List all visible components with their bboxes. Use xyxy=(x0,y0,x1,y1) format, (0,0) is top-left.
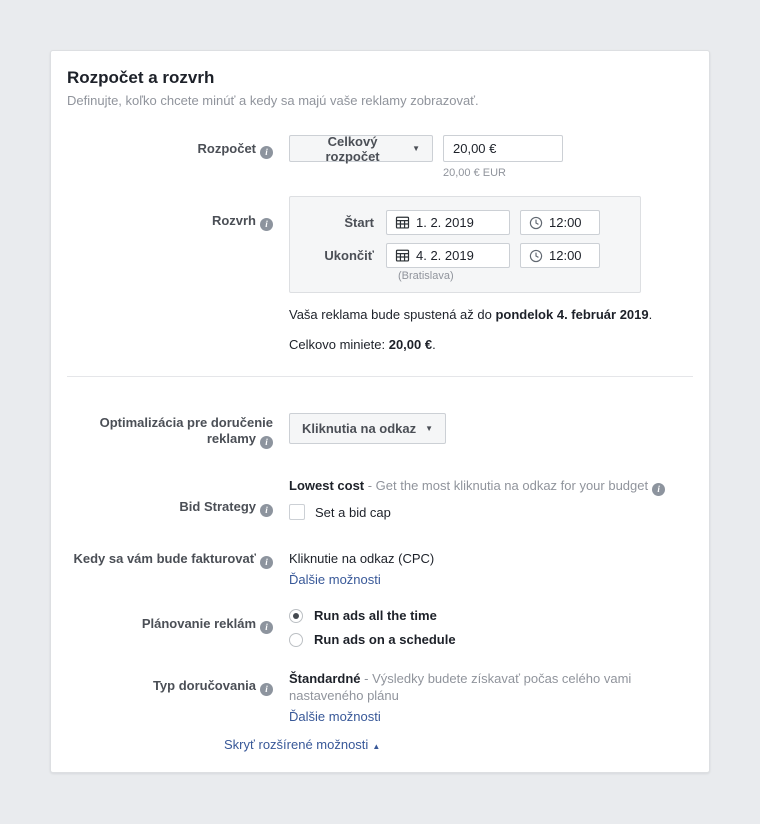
runtime-summary: Vaša reklama bude spustená až do pondelok 4. február 2019. xyxy=(289,307,653,322)
section-divider xyxy=(67,376,693,377)
budget-label: Rozpočet i xyxy=(67,135,273,179)
delivery-more-options-link[interactable]: Ďalšie možnosti xyxy=(289,709,381,724)
budget-type-dropdown[interactable]: Celkový rozpočet ▼ xyxy=(289,135,433,162)
timezone-note: (Bratislava) xyxy=(398,270,454,282)
info-icon[interactable]: i xyxy=(260,218,273,231)
clock-icon xyxy=(529,216,543,230)
chevron-up-icon: ▲ xyxy=(372,742,381,751)
chevron-down-icon: ▼ xyxy=(412,144,420,153)
info-icon[interactable]: i xyxy=(260,683,273,696)
info-icon[interactable]: i xyxy=(652,483,665,496)
page-title: Rozpočet a rozvrh xyxy=(67,68,215,87)
radio-run-all-time[interactable]: Run ads all the time xyxy=(289,608,693,623)
start-label: Štart xyxy=(344,215,374,230)
info-icon[interactable]: i xyxy=(260,146,273,159)
end-time-input[interactable]: 12:00 xyxy=(520,243,600,268)
info-icon[interactable]: i xyxy=(260,436,273,449)
bid-cap-label: Set a bid cap xyxy=(315,504,391,520)
spend-summary: Celkovo miniete: 20,00 €. xyxy=(289,337,436,352)
page-subtitle: Definujte, koľko chcete minúť a kedy sa majú vaše reklamy zobrazovať. xyxy=(67,93,479,108)
start-date-input[interactable]: 1. 2. 2019 xyxy=(386,210,510,235)
calendar-icon xyxy=(395,215,410,230)
budget-schedule-card xyxy=(50,50,710,773)
info-icon[interactable]: i xyxy=(260,504,273,517)
info-icon[interactable]: i xyxy=(260,621,273,634)
ad-scheduling-label: Plánovanie reklám i xyxy=(67,608,273,647)
hide-advanced-options-link[interactable]: Skryť rozšírené možnosti ▲ xyxy=(224,737,381,752)
optimization-label: Optimalizácia pre doručenie reklamy i xyxy=(99,415,273,447)
bid-cap-checkbox-row[interactable] xyxy=(289,504,693,520)
end-label: Ukončiť xyxy=(324,248,374,263)
schedule-panel xyxy=(289,196,641,293)
bid-strategy-description: Lowest cost - Get the most kliknutia na odkaz for your budget i xyxy=(289,478,693,496)
radio-run-schedule[interactable]: Run ads on a schedule xyxy=(289,632,693,647)
schedule-label: Rozvrh i xyxy=(67,196,273,353)
billing-label: Kedy sa vám bude fakturovať i xyxy=(67,551,273,587)
bid-cap-checkbox[interactable] xyxy=(289,504,305,520)
calendar-icon xyxy=(395,248,410,263)
chevron-down-icon: ▼ xyxy=(425,424,434,433)
budget-amount-input[interactable] xyxy=(443,135,563,162)
start-time-input[interactable]: 12:00 xyxy=(520,210,600,235)
billing-more-options-link[interactable]: Ďalšie možnosti xyxy=(289,572,381,587)
delivery-type-label: Typ doručovania i xyxy=(67,670,273,724)
radio-button[interactable] xyxy=(289,633,303,647)
radio-button[interactable] xyxy=(289,609,303,623)
delivery-type-description: Štandardné - Výsledky budete získavať počas celého vami nastaveného plánu xyxy=(289,671,632,703)
budget-amount-helper: 20,00 € EUR xyxy=(443,167,506,179)
end-date-input[interactable]: 4. 2. 2019 xyxy=(386,243,510,268)
section-header xyxy=(67,68,693,108)
bid-strategy-label: Bid Strategy i xyxy=(67,478,273,520)
billing-value: Kliknutie na odkaz (CPC) xyxy=(289,551,435,566)
info-icon[interactable]: i xyxy=(260,556,273,569)
clock-icon xyxy=(529,249,543,263)
optimization-dropdown[interactable]: Kliknutia na odkaz ▼ xyxy=(289,413,446,444)
